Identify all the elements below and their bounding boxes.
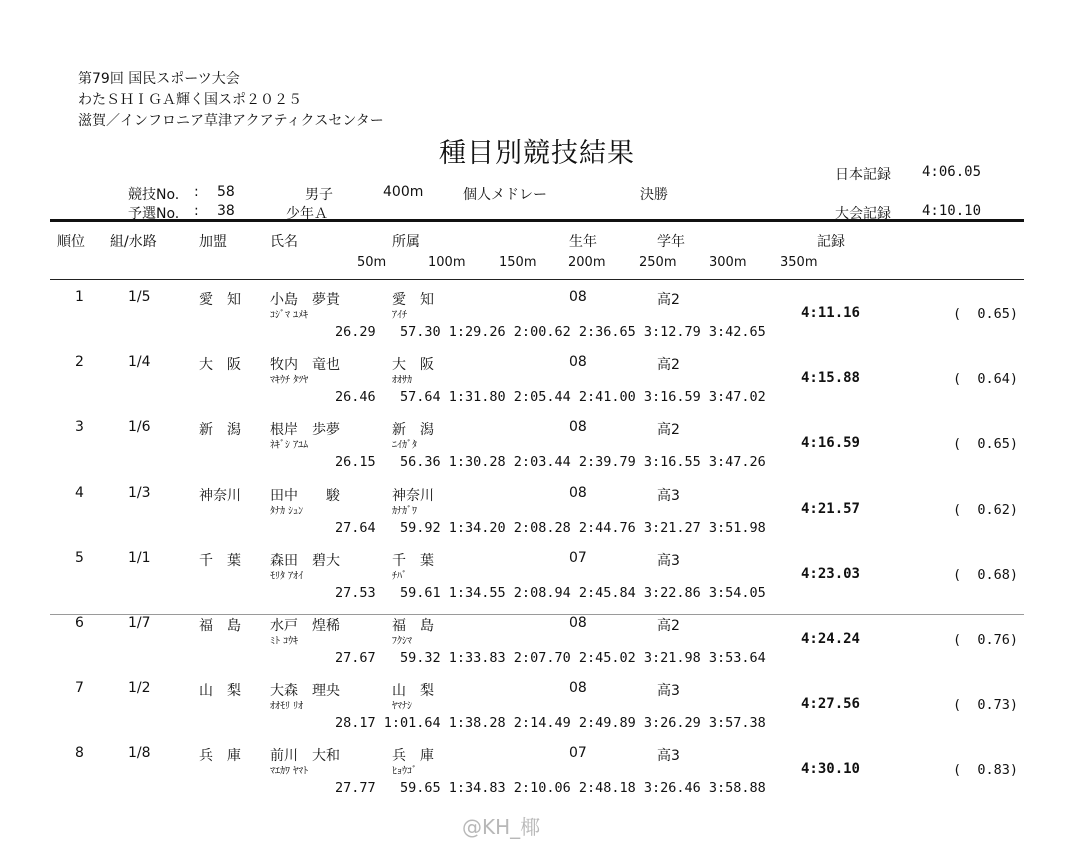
heat-lane: 1/2 xyxy=(128,680,151,696)
col-record: 記録 xyxy=(817,234,845,250)
japan-record-label: 日本記録 xyxy=(835,167,891,183)
affiliation: 愛 知 xyxy=(392,292,434,308)
col-heat-lane: 組/水路 xyxy=(110,234,157,250)
reaction-time: ( 0.76) xyxy=(952,632,1018,648)
col-split-150: 150m xyxy=(499,255,537,270)
final-time: 4:15.88 xyxy=(800,370,860,386)
meet-name: 第79回 国民スポーツ大会 xyxy=(78,71,240,87)
birth-year: 08 xyxy=(569,680,587,696)
swimmer-kana: ﾐﾄ ｺｳｷ xyxy=(270,636,299,647)
col-name: 氏名 xyxy=(270,234,298,250)
affiliation-kana: ｶﾅｶﾞﾜ xyxy=(392,506,417,517)
table-row xyxy=(0,354,1074,420)
grade: 高2 xyxy=(657,357,680,373)
meet-record: 4:10.10 xyxy=(922,203,982,219)
birth-year: 08 xyxy=(569,289,587,305)
reaction-time: ( 0.65) xyxy=(952,306,1018,322)
birth-year: 08 xyxy=(569,419,587,435)
final-time: 4:27.56 xyxy=(800,696,860,712)
prefecture: 新 潟 xyxy=(199,422,241,438)
affiliation: 兵 庫 xyxy=(392,748,434,764)
birth-year: 08 xyxy=(569,354,587,370)
gender: 男子 xyxy=(305,187,333,203)
table-row xyxy=(0,550,1074,616)
split-times: 26.15 56.36 1:30.28 2:03.44 2:39.79 3:16.55 3:47.26 xyxy=(335,454,766,470)
col-split-250: 250m xyxy=(639,255,677,270)
distance: 400m xyxy=(383,184,424,200)
reaction-time: ( 0.73) xyxy=(952,697,1018,713)
swimmer-kana: ｺｼﾞﾏ ﾕﾒｷ xyxy=(270,310,309,321)
heat-lane: 1/7 xyxy=(128,615,151,631)
grade: 高3 xyxy=(657,488,680,504)
event-no-sep: : xyxy=(194,184,199,200)
swimmer-name: 田中 駿 xyxy=(270,488,340,504)
grade: 高2 xyxy=(657,292,680,308)
final-time: 4:21.57 xyxy=(800,501,860,517)
heat-lane: 1/6 xyxy=(128,419,151,435)
venue: 滋賀／インフロニア草津アクアティクスセンター xyxy=(78,113,384,129)
affiliation-kana: ﾋｮｳｺﾞ xyxy=(392,766,417,777)
affiliation-kana: ﾌｸｼﾏ xyxy=(392,636,412,647)
swimmer-name: 根岸 歩夢 xyxy=(270,422,340,438)
affiliation: 千 葉 xyxy=(392,553,434,569)
rank: 8 xyxy=(75,745,84,761)
heat-lane: 1/3 xyxy=(128,485,151,501)
heat-lane: 1/8 xyxy=(128,745,151,761)
swimmer-name: 牧内 竜也 xyxy=(270,357,340,373)
split-times: 26.29 57.30 1:29.26 2:00.62 2:36.65 3:12.79 3:42.65 xyxy=(335,324,766,340)
heat-lane: 1/5 xyxy=(128,289,151,305)
split-times: 28.17 1:01.64 1:38.28 2:14.49 2:49.89 3:26.29 3:57.38 xyxy=(335,715,766,731)
affiliation: 大 阪 xyxy=(392,357,434,373)
table-row xyxy=(0,615,1074,681)
final-time: 4:16.59 xyxy=(800,435,860,451)
heat-no-sep: : xyxy=(194,203,199,219)
page-title: 種目別競技結果 xyxy=(439,138,635,169)
swimmer-name: 大森 理央 xyxy=(270,683,340,699)
col-split-200: 200m xyxy=(568,255,606,270)
final-time: 4:30.10 xyxy=(800,761,860,777)
prefecture: 山 梨 xyxy=(199,683,241,699)
prefecture: 千 葉 xyxy=(199,553,241,569)
swimmer-name: 水戸 煌稀 xyxy=(270,618,340,634)
affiliation-kana: ﾆｲｶﾞﾀ xyxy=(392,440,417,451)
prefecture: 神奈川 xyxy=(199,488,241,504)
split-times: 27.53 59.61 1:34.55 2:08.94 2:45.84 3:22.86 3:54.05 xyxy=(335,585,766,601)
swimmer-kana: ﾏｷｳﾁ ﾀﾂﾔ xyxy=(270,375,309,386)
column-divider xyxy=(50,279,1024,280)
rank: 6 xyxy=(75,615,84,631)
split-times: 27.64 59.92 1:34.20 2:08.28 2:44.76 3:21.27 3:51.98 xyxy=(335,520,766,536)
affiliation: 福 島 xyxy=(392,618,434,634)
event-no-label: 競技No. xyxy=(128,187,180,203)
header-divider xyxy=(50,219,1024,222)
table-row xyxy=(0,289,1074,355)
grade: 高3 xyxy=(657,748,680,764)
swimmer-kana: ｵｵﾓﾘ ﾘｵ xyxy=(270,701,304,712)
heat-lane: 1/1 xyxy=(128,550,151,566)
col-pref: 加盟 xyxy=(199,234,227,250)
heat-no-label: 予選No. xyxy=(128,206,180,222)
split-times: 27.67 59.32 1:33.83 2:07.70 2:45.02 3:21.98 3:53.64 xyxy=(335,650,766,666)
rank: 4 xyxy=(75,485,84,501)
meet-record-label: 大会記録 xyxy=(835,206,891,222)
swimmer-kana: ﾓﾘﾀ ｱｵｲ xyxy=(270,571,304,582)
affiliation: 山 梨 xyxy=(392,683,434,699)
grade: 高2 xyxy=(657,618,680,634)
reaction-time: ( 0.65) xyxy=(952,436,1018,452)
affiliation-kana: ﾔﾏﾅｼ xyxy=(392,701,412,712)
japan-record: 4:06.05 xyxy=(922,164,982,180)
table-row xyxy=(0,680,1074,746)
category: 少年Ａ xyxy=(286,206,328,222)
heat-lane: 1/4 xyxy=(128,354,151,370)
affiliation-kana: ｵｵｻｶ xyxy=(392,375,412,386)
swimmer-name: 小島 夢貴 xyxy=(270,292,340,308)
birth-year: 07 xyxy=(569,745,587,761)
rank: 1 xyxy=(75,289,84,305)
watermark: @KH_椰 xyxy=(462,815,541,839)
split-times: 27.77 59.65 1:34.83 2:10.06 2:48.18 3:26.46 3:58.88 xyxy=(335,780,766,796)
table-row xyxy=(0,485,1074,551)
birth-year: 07 xyxy=(569,550,587,566)
prefecture: 兵 庫 xyxy=(199,748,241,764)
affiliation-kana: ﾁﾊﾞ xyxy=(392,571,407,582)
prefecture: 大 阪 xyxy=(199,357,241,373)
birth-year: 08 xyxy=(569,485,587,501)
rank: 2 xyxy=(75,354,84,370)
split-times: 26.46 57.64 1:31.80 2:05.44 2:41.00 3:16.59 3:47.02 xyxy=(335,389,766,405)
heat-no: 38 xyxy=(217,203,235,219)
grade: 高3 xyxy=(657,683,680,699)
table-row xyxy=(0,419,1074,485)
swimmer-kana: ﾀﾅｶ ｼｭﾝ xyxy=(270,506,304,517)
rank: 3 xyxy=(75,419,84,435)
prefecture: 愛 知 xyxy=(199,292,241,308)
affiliation-kana: ｱｲﾁ xyxy=(392,310,407,321)
affiliation: 新 潟 xyxy=(392,422,434,438)
col-affiliation: 所属 xyxy=(392,234,420,250)
col-split-300: 300m xyxy=(709,255,747,270)
rank: 5 xyxy=(75,550,84,566)
reaction-time: ( 0.83) xyxy=(952,762,1018,778)
swimmer-name: 前川 大和 xyxy=(270,748,340,764)
birth-year: 08 xyxy=(569,615,587,631)
affiliation: 神奈川 xyxy=(392,488,434,504)
grade: 高2 xyxy=(657,422,680,438)
final-time: 4:23.03 xyxy=(800,566,860,582)
stroke: 個人メドレー xyxy=(463,187,547,203)
event-no: 58 xyxy=(217,184,235,200)
swimmer-kana: ﾏｴｶﾜ ﾔﾏﾄ xyxy=(270,766,309,777)
grade: 高3 xyxy=(657,553,680,569)
table-row xyxy=(0,745,1074,811)
prefecture: 福 島 xyxy=(199,618,241,634)
round: 決勝 xyxy=(640,187,668,203)
reaction-time: ( 0.62) xyxy=(952,502,1018,518)
col-rank: 順位 xyxy=(57,234,85,250)
final-time: 4:11.16 xyxy=(800,305,860,321)
meet-subtitle: わたＳＨＩＧＡ輝く国スポ２０２５ xyxy=(78,92,302,108)
col-birth-year: 生年 xyxy=(569,234,597,250)
col-split-50: 50m xyxy=(357,255,387,270)
swimmer-name: 森田 碧大 xyxy=(270,553,340,569)
rank: 7 xyxy=(75,680,84,696)
reaction-time: ( 0.64) xyxy=(952,371,1018,387)
col-grade: 学年 xyxy=(657,234,685,250)
final-time: 4:24.24 xyxy=(800,631,860,647)
col-split-100: 100m xyxy=(428,255,466,270)
reaction-time: ( 0.68) xyxy=(952,567,1018,583)
swimmer-kana: ﾈｷﾞｼ ｱﾕﾑ xyxy=(270,440,309,451)
col-split-350: 350m xyxy=(780,255,818,270)
